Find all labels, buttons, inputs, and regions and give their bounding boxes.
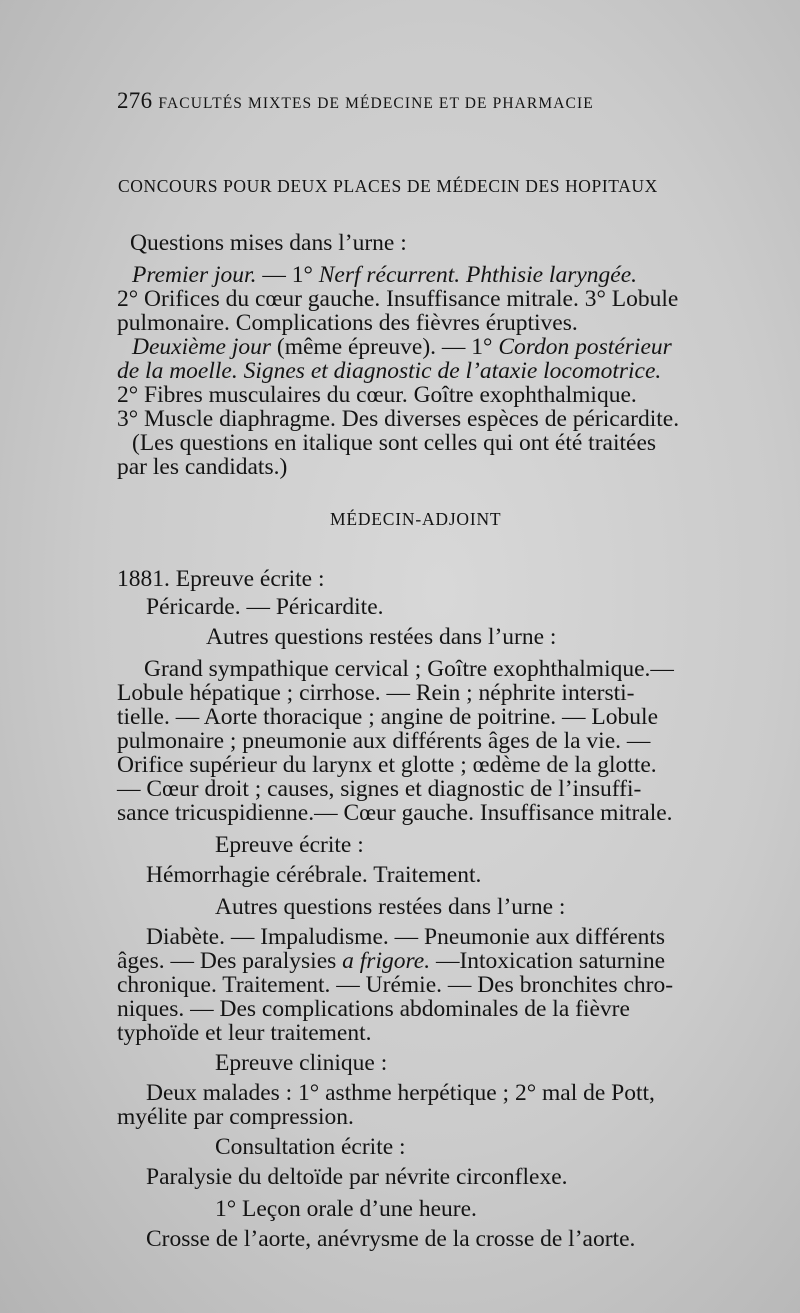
grand-line1: Grand sympathique cervical ; Goître exophthalmique.— — [144, 656, 674, 682]
grand-line7: sance tricuspidienne.— Cœur gauche. Insuffisance mitrale. — [117, 800, 673, 826]
autres-questions-2: Autres questions restées dans l’urne : — [215, 894, 566, 920]
grand-line3: tielle. — Aorte thoracique ; angine de poitrine. — Lobule — [117, 704, 658, 730]
adjoint-title: MÉDECIN-ADJOINT — [330, 509, 502, 529]
crosse-line: Crosse de l’aorte, anévrysme de la crosse de l’aorte. — [146, 1226, 636, 1252]
second-day-label: Deuxième jour — [132, 334, 271, 360]
running-title: FACULTÉS MIXTES DE MÉDECINE ET DE PHARMACIE — [158, 95, 594, 112]
page-number: 276 — [117, 88, 153, 113]
intro-line: Questions mises dans l’urne : — [130, 230, 407, 256]
first-day-line3: pulmonaire. Complications des fièvres éruptives. — [117, 310, 578, 336]
diabete-line5: typhoïde et leur traitement. — [117, 1020, 372, 1046]
grand-line6: — Cœur droit ; causes, signes et diagnostic de l’insuffi- — [117, 776, 642, 802]
pericarde-line: Péricarde. — Péricardite. — [146, 594, 384, 620]
consultation-ecrite: Consultation écrite : — [215, 1134, 406, 1160]
second-day-rest: (même épreuve). — 1° — [271, 334, 499, 360]
note-line2: par les candidats.) — [117, 454, 288, 480]
first-day-line2: 2° Orifices du cœur gauche. Insuffisance mitrale. 3° Lobule — [117, 286, 679, 312]
second-day-line — [132, 334, 672, 360]
epreuve-ecrite-2: Epreuve écrite : — [215, 832, 364, 858]
year-line: 1881. Epreuve écrite : — [117, 566, 325, 592]
clinique-line2: myélite par compression. — [117, 1104, 354, 1130]
section-title: CONCOURS POUR DEUX PLACES DE MÉDECIN DES HOPITAUX — [118, 176, 658, 196]
second-day-line3: 2° Fibres musculaires du cœur. Goître exophthalmique. — [117, 382, 637, 408]
lecon-orale: 1° Leçon orale d’une heure. — [215, 1196, 477, 1222]
first-day-line — [132, 262, 637, 288]
grand-line5: Orifice supérieur du larynx et glotte ; œdème de la glotte. — [117, 752, 657, 778]
epreuve-clinique: Epreuve clinique : — [215, 1050, 388, 1076]
note-line1: (Les questions en italique sont celles qui ont été traitées — [132, 430, 657, 456]
first-day-topic: Nerf récurrent. Phthisie laryngée. — [318, 262, 638, 288]
clinique-line1: Deux malades : 1° asthme herpétique ; 2° mal de Pott, — [146, 1080, 655, 1106]
diabete-line2-b: —Intoxication saturnine — [430, 948, 666, 974]
diabete-line2-a: âges. — Des paralysies — [117, 948, 343, 974]
second-day-line4: 3° Muscle diaphragme. Des diverses espèces de péricardite. — [117, 406, 680, 432]
diabete-line1: Diabète. — Impaludisme. — Pneumonie aux différents — [146, 924, 666, 950]
autres-questions-1: Autres questions restées dans l’urne : — [206, 624, 557, 650]
diabete-line4: niques. — Des complications abdominales de la fièvre — [117, 996, 630, 1022]
second-day-topic: Cordon postérieur — [498, 334, 672, 360]
second-day-line2: de la moelle. Signes et diagnostic de l’ataxie locomotrice. — [117, 358, 662, 384]
first-day-label: Premier jour. — [132, 262, 257, 288]
grand-line2: Lobule hépatique ; cirrhose. — Rein ; néphrite intersti- — [117, 680, 635, 706]
diabete-line3: chronique. Traitement. — Urémie. — Des bronchites chro- — [117, 972, 674, 998]
page-header — [117, 88, 594, 117]
grand-line4: pulmonaire ; pneumonie aux différents âges de la vie. — — [117, 728, 651, 754]
diabete-line2 — [117, 948, 665, 974]
a-frigore: a frigore. — [342, 948, 431, 974]
first-day-sep: — 1° — [256, 262, 319, 288]
hemorrhagie-line: Hémorrhagie cérébrale. Traitement. — [146, 862, 482, 888]
paralysie-line: Paralysie du deltoïde par névrite circonflexe. — [146, 1164, 568, 1190]
